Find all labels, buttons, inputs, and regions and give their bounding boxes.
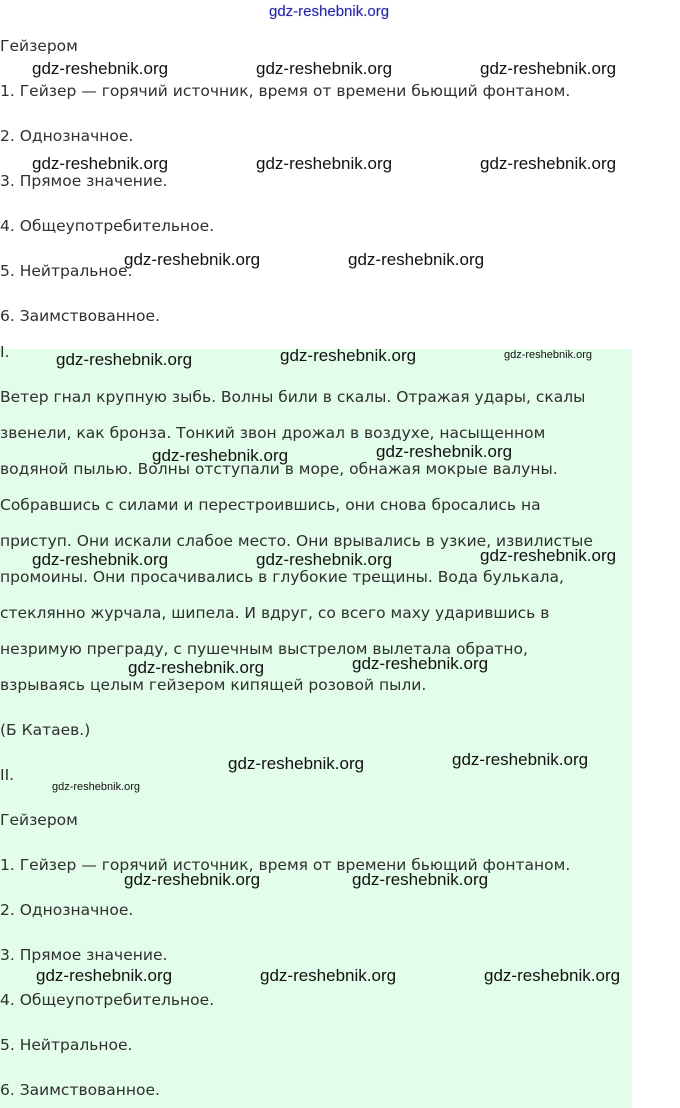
text-line: водяной пылью. Волны отступали в море, обнажая мокрые валуны. bbox=[0, 460, 558, 478]
watermark: gdz-reshebnik.org bbox=[36, 966, 173, 985]
author-credit: (Б Катаев.) bbox=[0, 721, 91, 739]
watermark: gdz-reshebnik.org bbox=[484, 966, 621, 985]
text-line: взрываясь целым гейзером кипящей розовой пыли. bbox=[0, 676, 427, 694]
watermark: gdz-reshebnik.org bbox=[260, 966, 397, 985]
watermark: gdz-reshebnik.org bbox=[52, 781, 141, 793]
watermark: gdz-reshebnik.org bbox=[32, 59, 169, 78]
watermark: gdz-reshebnik.org bbox=[124, 870, 261, 889]
answer-item: 2. Однозначное. bbox=[0, 127, 134, 145]
text-line: звенели, как бронза. Тонкий звон дрожал в воздухе, насыщенном bbox=[0, 424, 546, 442]
watermark: gdz-reshebnik.org bbox=[504, 349, 593, 361]
answer-item: 6. Заимствованное. bbox=[0, 1081, 160, 1099]
answer-word: Гейзером bbox=[0, 811, 78, 829]
section-numeral: II. bbox=[0, 766, 15, 784]
watermark: gdz-reshebnik.org bbox=[128, 658, 265, 677]
watermark: gdz-reshebnik.org bbox=[480, 59, 617, 78]
answer-item: 5. Нейтральное. bbox=[0, 262, 133, 280]
answer-item: 4. Общеупотребительное. bbox=[0, 991, 215, 1009]
watermark: gdz-reshebnik.org bbox=[256, 550, 393, 569]
answer-word: Гейзером bbox=[0, 37, 78, 55]
watermark: gdz-reshebnik.org bbox=[256, 154, 393, 173]
watermark: gdz-reshebnik.org bbox=[352, 654, 489, 673]
answer-item: 4. Общеупотребительное. bbox=[0, 217, 215, 235]
watermark: gdz-reshebnik.org bbox=[56, 350, 193, 369]
section-numeral: I. bbox=[0, 343, 10, 361]
answer-item: 6. Заимствованное. bbox=[0, 307, 160, 325]
watermark: gdz-reshebnik.org bbox=[256, 59, 393, 78]
answer-item: 3. Прямое значение. bbox=[0, 946, 168, 964]
text-line: приступ. Они искали слабое место. Они врывались в узкие, извилистые bbox=[0, 532, 593, 550]
watermark: gdz-reshebnik.org bbox=[280, 346, 417, 365]
text-line: промоины. Они просачивались в глубокие трещины. Вода булькала, bbox=[0, 568, 564, 586]
header-watermark[interactable]: gdz-reshebnik.org bbox=[269, 3, 390, 20]
text-line: незримую преграду, с пушечным выстрелом вылетала обратно, bbox=[0, 640, 528, 658]
text-line: стеклянно журчала, шипела. И вдруг, со всего маху ударившись в bbox=[0, 604, 550, 622]
answer-item: 2. Однозначное. bbox=[0, 901, 134, 919]
watermark: gdz-reshebnik.org bbox=[32, 550, 169, 569]
answer-item: 1. Гейзер — горячий источник, время от времени бьющий фонтаном. bbox=[0, 856, 571, 874]
watermark: gdz-reshebnik.org bbox=[480, 154, 617, 173]
answer-item: 1. Гейзер — горячий источник, время от времени бьющий фонтаном. bbox=[0, 82, 571, 100]
watermark: gdz-reshebnik.org bbox=[124, 250, 261, 269]
text-line: Ветер гнал крупную зыбь. Волны били в скалы. Отражая удары, скалы bbox=[0, 388, 586, 406]
watermark: gdz-reshebnik.org bbox=[480, 546, 617, 565]
watermark: gdz-reshebnik.org bbox=[352, 870, 489, 889]
answer-item: 5. Нейтральное. bbox=[0, 1036, 133, 1054]
text-line: Собравшись с силами и перестроившись, они снова бросались на bbox=[0, 496, 541, 514]
watermark: gdz-reshebnik.org bbox=[152, 446, 289, 465]
watermark: gdz-reshebnik.org bbox=[452, 750, 589, 769]
watermark: gdz-reshebnik.org bbox=[32, 154, 169, 173]
answer-item: 3. Прямое значение. bbox=[0, 172, 168, 190]
watermark: gdz-reshebnik.org bbox=[348, 250, 485, 269]
watermark: gdz-reshebnik.org bbox=[376, 442, 513, 461]
watermark: gdz-reshebnik.org bbox=[228, 754, 365, 773]
